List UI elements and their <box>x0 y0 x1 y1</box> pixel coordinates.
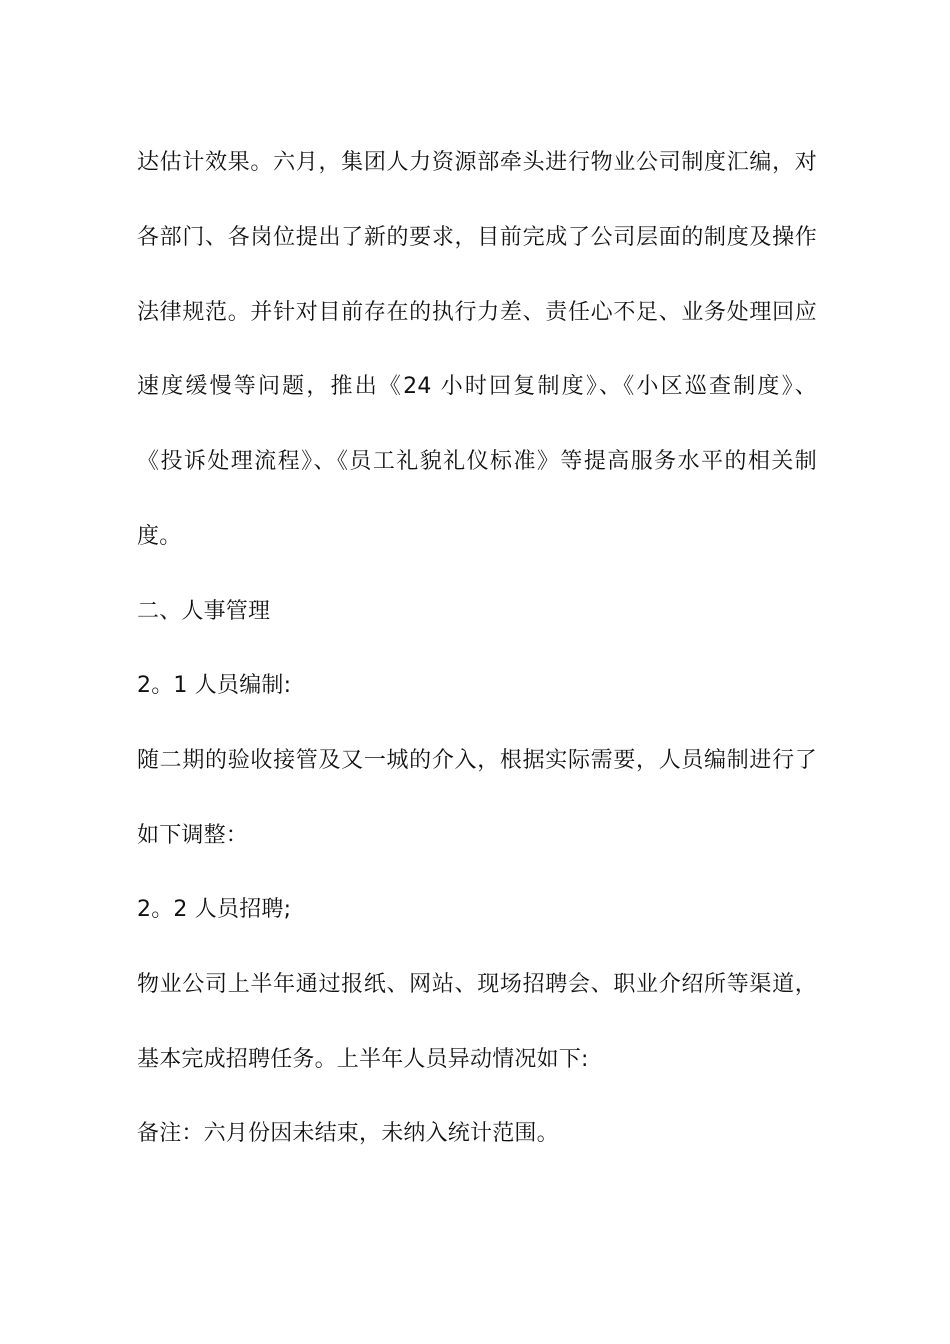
paragraph-line: 各部门、各岗位提出了新的要求，目前完成了公司层面的制度及操作 <box>137 225 817 250</box>
paragraph-line: 物业公司上半年通过报纸、网站、现场招聘会、职业介绍所等渠道， <box>137 972 817 997</box>
paragraph-line: 度。 <box>137 524 182 549</box>
paragraph-line: 如下调整： <box>137 823 249 848</box>
paragraph-line: 基本完成招聘任务。上半年人员异动情况如下: <box>137 1047 589 1072</box>
note-line: 备注：六月份因未结束，未纳入统计范围。 <box>137 1121 559 1146</box>
paragraph-line: 《投诉处理流程》、《员工礼貌礼仪标准》等提高服务水平的相关制 <box>137 449 817 474</box>
paragraph-line: 随二期的验收接管及又一城的介入，根据实际需要，人员编制进行了 <box>137 748 817 773</box>
section-heading: 二、人事管理 <box>137 599 271 624</box>
paragraph-line: 法律规范。并针对目前存在的执行力差、责任心不足、业务处理回应 <box>137 300 817 325</box>
subsection-heading: 2。1 人员编制: <box>137 673 292 698</box>
subsection-heading: 2。2 人员招聘; <box>137 897 292 922</box>
paragraph-line: 速度缓慢等问题，推出《24 小时回复制度》、《小区巡查制度》、 <box>137 374 817 399</box>
paragraph-line: 达估计效果。六月，集团人力资源部牵头进行物业公司制度汇编，对 <box>137 150 817 175</box>
